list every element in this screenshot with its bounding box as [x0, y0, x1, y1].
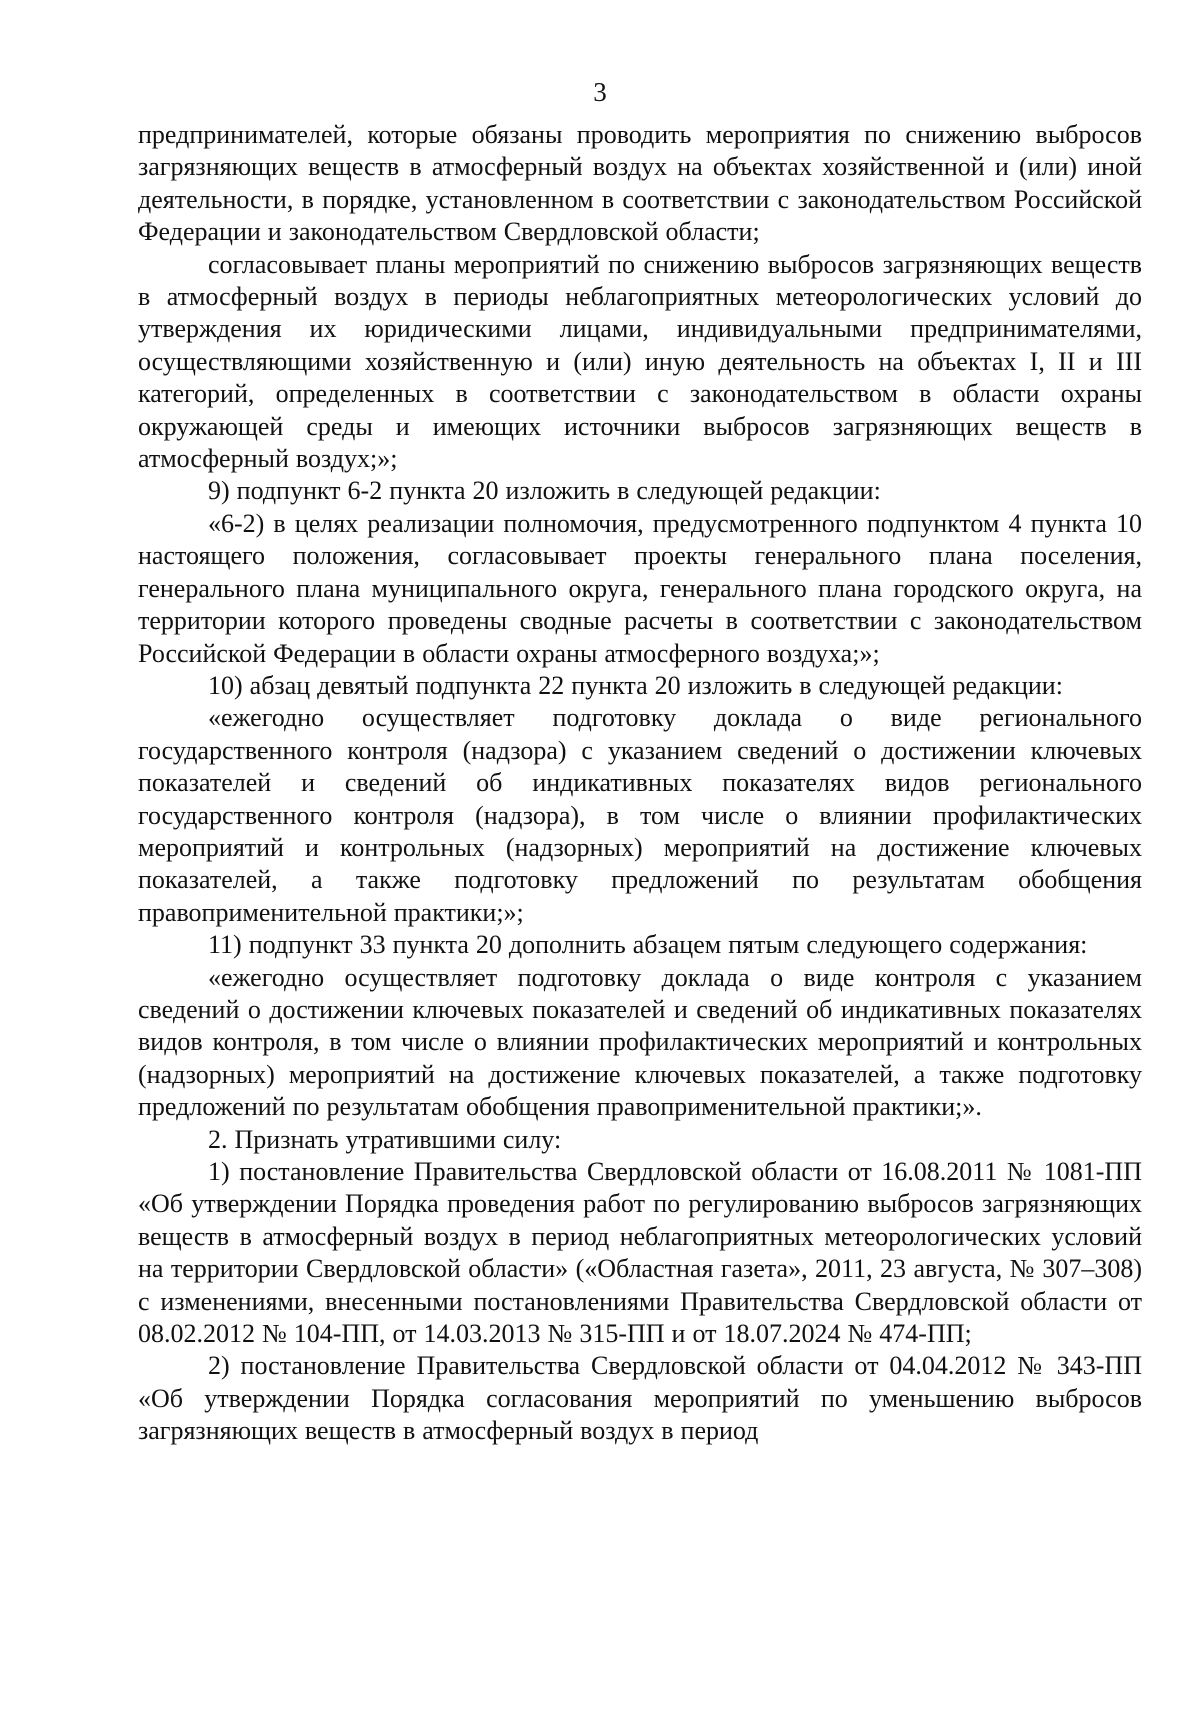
- paragraph-item-11: 11) подпункт 33 пункта 20 дополнить абзацем пятым следующего содержания:: [208, 930, 1088, 960]
- paragraph-item-10: 10) абзац девятый подпункта 22 пункта 20 изложить в следующей редакции:: [208, 670, 1063, 700]
- page-number: 3: [593, 77, 607, 107]
- paragraph-item-9: 9) подпункт 6-2 пункта 20 изложить в следующей редакции:: [208, 476, 881, 506]
- paragraph-repeal-1: 1) постановление Правительства Свердловской области от 16.08.2011 № 1081-ПП «Об утверждении Порядка проведения работ по регулированию выбросов загрязняющих веществ в атмосферный воздух в период неблагоприятных метеорологических условий на территории Свердловской области» («Областная газета», 2011, 23 августа, № 307–308) с изменениями, внесенными постановлениями Правительства Свердловской области от 08.02.2012 № 104-ПП, от 14.03.2013 № 315-ПП и от 18.07.2024 № 474-ПП;: [138, 1157, 1142, 1349]
- paragraph-quote-annual-report-regional: «ежегодно осуществляет подготовку доклада о виде регионального государственного контроля (надзора) с указанием сведений о достижении ключевых показателей и сведений об индикативных показателях видов регионального государственного контроля (надзора), в том числе о влиянии профилактических мероприятий и контрольных (надзорных) мероприятий на достижение ключевых показателей, а также подготовку предложений по результатам обобщения правоприменительной практики;»;: [138, 703, 1142, 927]
- paragraph-section-2: 2. Признать утратившими силу:: [208, 1124, 562, 1154]
- paragraph-continuation: предпринимателей, которые обязаны проводить мероприятия по снижению выбросов загрязняющих веществ в атмосферный воздух на объектах хозяйственной и (или) иной деятельности, в порядке, установленном в соответствии с законодательством Российской Федерации и законодательством Свердловской области;: [138, 120, 1142, 247]
- document-body: [138, 119, 1142, 1448]
- paragraph-repeal-2: 2) постановление Правительства Свердловской области от 04.04.2012 № 343-ПП «Об утверждении Порядка согласования мероприятий по уменьшению выбросов загрязняющих веществ в атмосферный воздух в период: [138, 1351, 1142, 1446]
- paragraph-quote-6-2: «6-2) в целях реализации полномочия, предусмотренного подпунктом 4 пункта 10 настоящего положения, согласовывает проекты генерального плана поселения, генерального плана муниципального округа, генерального плана городского округа, на территории которого проведены сводные расчеты в соответствии с законодательством Российской Федерации в области охраны атмосферного воздуха;»;: [138, 508, 1142, 668]
- paragraph-approval-plans: согласовывает планы мероприятий по снижению выбросов загрязняющих веществ в атмосферный воздух в периоды неблагоприятных метеорологических условий до утверждения их юридическими лицами, индивидуальными предпринимателями, осуществляющими хозяйственную и (или) иную деятельность на объектах I, II и III категорий, определенных в соответствии с законодательством в области охраны окружающей среды и имеющих источники выбросов загрязняющих веществ в атмосферный воздух;»;: [138, 249, 1142, 474]
- paragraph-quote-annual-report-control: «ежегодно осуществляет подготовку доклада о виде контроля с указанием сведений о достижении ключевых показателей и сведений об индикативных показателях видов контроля, в том числе о влиянии профилактических мероприятий и контрольных (надзорных) мероприятий на достижение ключевых показателей, а также подготовку предложений по результатам обобщения правоприменительной практики;».: [138, 962, 1142, 1122]
